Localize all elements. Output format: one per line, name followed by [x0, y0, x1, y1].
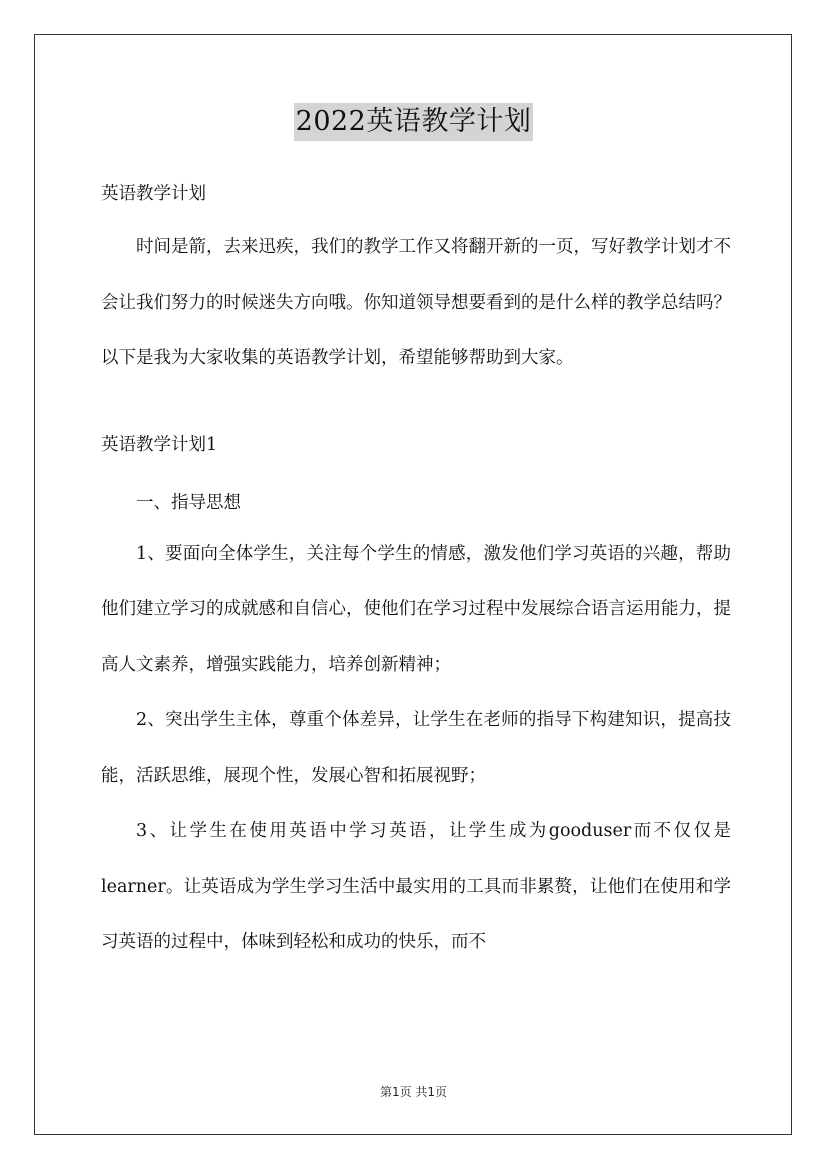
section-heading: 英语教学计划1 — [101, 434, 218, 455]
spacer — [101, 387, 731, 427]
paragraph-2: 2、突出学生主体，尊重个体差异，让学生在老师的指导下构建知识，提高技能，活跃思维，展现个性，发展心智和拓展视野； — [101, 710, 731, 786]
page-footer — [0, 1083, 827, 1100]
subsection-heading: 一、指导思想 — [136, 492, 241, 513]
paragraph-1: 1、要面向全体学生，关注每个学生的情感，激发他们学习英语的兴趣，帮助他们建立学习的成就感和自信心，使他们在学习过程中发展综合语言运用能力，提高人文素养，增强实践能力，培养创新精神； — [101, 543, 731, 675]
spacer — [101, 212, 731, 220]
document-body — [101, 176, 731, 971]
subtitle: 英语教学计划 — [101, 184, 206, 204]
paragraph-3: 3、让学生在使用英语中学习英语，让学生成为gooduser而不仅仅是learner。让英语成为学生学习生活中最实用的工具而非累赘，让他们在使用和学习英语的过程中，体味到轻松和成功的快乐，而不 — [101, 821, 731, 952]
page-indicator: 第1页 共1页 — [379, 1085, 448, 1099]
intro-paragraph: 时间是箭，去来迅疾，我们的教学工作又将翻开新的一页，写好教学计划才不会让我们努力的时候迷失方向哦。你知道领导想要看到的是什么样的教学总结吗？以下是我为大家收集的英语教学计划，希望能够帮助到大家。 — [101, 237, 731, 368]
title-container — [0, 103, 827, 141]
document-title: 2022英语教学计划 — [294, 103, 534, 141]
